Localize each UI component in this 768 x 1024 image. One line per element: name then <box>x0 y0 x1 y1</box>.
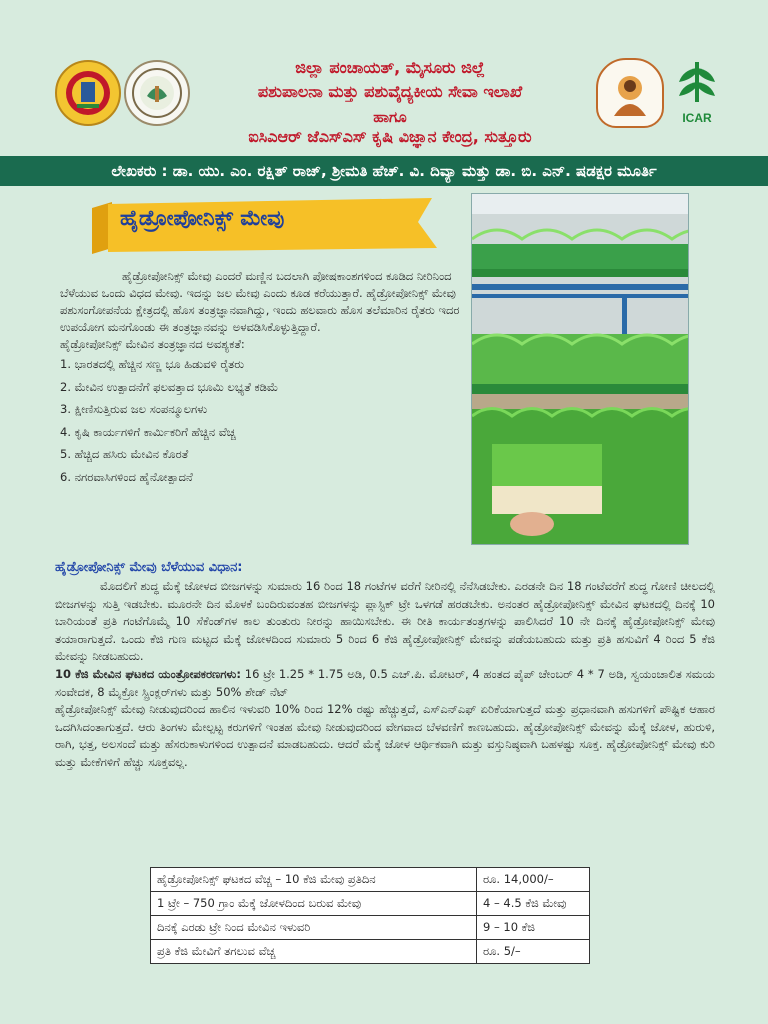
authors-band: ಲೇಖಕರು : ಡಾ. ಯು. ಎಂ. ರಕ್ಷಿತ್ ರಾಜ್, ಶ್ರೀಮತಿ ಹೆಚ್. ವಿ. ದಿವ್ಯಾ ಮತ್ತು ಡಾ. ಬಿ. ಎನ್. ಷಡಕ್ಷರ ಮೂರ್ತಿ <box>0 156 768 186</box>
intro-paragraph: ಹೈಡ್ರೋಪೋನಿಕ್ಸ್ ಮೇವು ಎಂದರೆ ಮಣ್ಣಿನ ಬದಲಾಗಿ ಪೋಷಕಾಂಶಗಳಿಂದ ಕೂಡಿದ ನೀರಿನಿಂದ ಬೆಳೆಯುವ ಒಂದು ವಿಧದ ಮೇವು. ಇದನ್ನು ಜಲ ಮೇವು ಎಂದು ಕೂಡ ಕರೆಯುತ್ತಾರೆ. ಹೈಡ್ರೋಪೋನಿಕ್ಸ್ ಮೇವು ಪಶುಸಂಗೋಪನೆಯ ಕ್ಷೇತ್ರದಲ್ಲಿ ಹೊಸ ತಂತ್ರಜ್ಞಾನವಾಗಿದ್ದು, ಇಂದು ಹಲವಾರು ಹೊಸ ತಲೆಮಾರಿನ ರೈತರು ಇದರ ಉಪಯೋಗ ಮನಗೊಂಡು ಈ ತಂತ್ರಜ್ಞಾನವನ್ನು ಅಳವಡಿಸಿಕೊಳ್ಳುತ್ತಿದ್ದಾರೆ. <box>60 269 460 334</box>
table-cell-label: 1 ಟ್ರೇ – 750 ಗ್ರಾಂ ಮೆಕ್ಕೆ ಜೋಳದಿಂದ ಬರುವ ಮೇವು <box>151 892 477 916</box>
list-item: 2. ಮೇವಿನ ಉತ್ಪಾದನೆಗೆ ಫಲವತ್ತಾದ ಭೂಮಿ ಲಭ್ಯತೆ ಕಡಿಮೆ <box>60 379 279 394</box>
cost-table <box>150 867 590 964</box>
table-cell-label: ಹೈಡ್ರೋಪೋನಿಕ್ಸ್ ಘಟಕದ ವೆಚ್ಚ – 10 ಕೆಜಿ ಮೇವು ಪ್ರತಿದಿನ <box>151 868 477 892</box>
icar-logo-text: ICAR <box>682 111 712 125</box>
table-cell-value: ರೂ. 14,000/– <box>477 868 590 892</box>
equipment-text: 16 ಟ್ರೇ 1.25 * 1.75 ಅಡಿ, 0.5 ಎಚ್.ಪಿ. ಮೋಟರ್, 4 ಹಂತದ ಪೈಪ್ ಚೇಂಬರ್ 4 * 7 ಅಡಿ, ಸ್ವಯಂಚಾಲಿತ ಸಮಯ ಸಂವೇದಕ, 8 ಮೈಕ್ರೋ ಸ್ಪ್ರಿಂಕ್ಲರ್‌ಗಳು ಮತ್ತು 50% ಶೇಡ್ ನೆಟ್ <box>55 666 715 699</box>
table-row <box>151 940 590 964</box>
intro-section <box>60 268 460 488</box>
equipment-paragraph <box>55 666 715 701</box>
method-section <box>55 578 715 772</box>
header-line-3: ಹಾಗೂ <box>373 108 407 126</box>
list-item: 6. ನಗರವಾಸಿಗಳಿಂದ ಹೈನೋತ್ಪಾದನೆ <box>60 469 193 484</box>
header-line-1: ಜಿಲ್ಲಾ ಪಂಚಾಯತ್, ಮೈಸೂರು ಜಿಲ್ಲೆ <box>295 58 485 77</box>
list-item: 1. ಭಾರತದಲ್ಲಿ ಹೆಚ್ಚಿನ ಸಣ್ಣ ಭೂ ಹಿಡುವಳಿ ರೈತರು <box>60 357 244 371</box>
equipment-label: 10 ಕೆಜಿ ಮೇವಿನ ಘಟಕದ ಯಂತ್ರೋಪಕರಣಗಳು: <box>55 666 241 681</box>
animal-husbandry-dept-icon <box>124 60 190 126</box>
jss-mahavidyapeetha-icon <box>596 58 664 128</box>
header-line-4: ಐಸಿಎಆರ್ ಜೆಎಸ್ಎಸ್ ಕೃಷಿ ವಿಜ್ಞಾನ ಕೇಂದ್ರ, ಸುತ್ತೂರು <box>248 127 532 146</box>
needs-title: ಹೈಡ್ರೋಪೋನಿಕ್ಸ್ ಮೇವಿನ ತಂತ್ರಜ್ಞಾನದ ಅವಶ್ಯಕತೆ: <box>60 337 245 351</box>
table-row <box>151 868 590 892</box>
header-line-2: ಪಶುಪಾಲನಾ ಮತ್ತು ಪಶುವೈದ್ಯಕೀಯ ಸೇವಾ ಇಲಾಖೆ <box>257 82 523 101</box>
page-title: ಹೈಡ್ರೋಪೋನಿಕ್ಸ್ ಮೇವು <box>120 206 285 230</box>
list-item: 5. ಹೆಚ್ಚಿದ ಹಸಿರು ಮೇವಿನ ಕೊರತೆ <box>60 447 189 461</box>
list-item: 4. ಕೃಷಿ ಕಾರ್ಯಗಳಿಗೆ ಕಾರ್ಮಿಕರಿಗೆ ಹೆಚ್ಚಿನ ವೆಚ್ಚ <box>60 424 236 439</box>
hydroponics-photo <box>471 193 689 545</box>
method-title: ಹೈಡ್ರೋಪೋನಿಕ್ಸ್ ಮೇವು ಬೆಳೆಯುವ ವಿಧಾನ: <box>55 560 243 575</box>
table-row <box>151 916 590 940</box>
table-cell-value: ರೂ. 5/– <box>477 940 590 964</box>
table-cell-value: 9 – 10 ಕೆಜಿ <box>477 916 590 940</box>
method-paragraph-1: ಮೊದಲಿಗೆ ಶುದ್ಧ ಮೆಕ್ಕೆ ಜೋಳದ ಬೀಜಗಳನ್ನು ಸುಮಾರು 16 ರಿಂದ 18 ಗಂಟೆಗಳ ವರೆಗೆ ನೀರಿನಲ್ಲಿ ನೆನೆಸಿಡಬೇಕು. ಎರಡನೇ ದಿನ 18 ಗಂಟೆವರೆಗೆ ಶುದ್ಧ ಗೋಣಿ ಚೀಲದಲ್ಲಿ ಬೀಜಗಳನ್ನು ಸುತ್ತಿ ಇಡಬೇಕು. ಮೂರನೇ ದಿನ ಮೊಳಕೆ ಬಂದಿರುವಂತಹ ಬೀಜಗಳನ್ನು ಪ್ಲಾಸ್ಟಿಕ್ ಟ್ರೇ ಒಳಗಡೆ ಹರಡಬೇಕು. ಅನಂತರ ಹೈಡ್ರೋಪೋನಿಕ್ಸ್ ಮೇವಿನ ಘಟಕದಲ್ಲಿ ದಿನಕ್ಕೆ 10 ಬಾರಿಯಂತೆ ಪ್ರತಿ ಗಂಟೆಗೊಮ್ಮೆ 10 ಸೆಕೆಂಡ್‌ಗಳ ಕಾಲ ತುಂತುರು ನೀರನ್ನು ಹಾಯಿಸಬೇಕು. ಈ ರೀತಿ ಕಾರ್ಯತಂತ್ರಗಳನ್ನು ಪಾಲಿಸಿದರೆ 10 ನೇ ದಿನಕ್ಕೆ ಹೈಡ್ರೋಪೋನಿಕ್ಸ್ ಮೇವು ತಯಾರಾಗುತ್ತದೆ. ಒಂದು ಕೆಜಿ ಗುಣ ಮಟ್ಟದ ಮೆಕ್ಕೆ ಜೋಳದಿಂದ ಸುಮಾರು 5 ರಿಂದ 6 ಕೆಜಿ ಹೈಡ್ರೋಪೋನಿಕ್ಸ್ ಮೇವನ್ನು ಪಡೆಯಬಹುದು ಮತ್ತು ಪ್ರತಿ ಹಸುವಿಗೆ 4 ರಿಂದ 5 ಕೆಜಿ ಮೇವನ್ನು ನೀಡಬಹುದು. <box>55 579 715 664</box>
table-cell-label: ಪ್ರತಿ ಕೆಜಿ ಮೇವಿಗೆ ತಗಲುವ ವೆಚ್ಚ <box>151 940 477 964</box>
needs-list <box>60 353 460 488</box>
karnataka-emblem-icon <box>55 60 121 126</box>
list-item: 3. ಕ್ಷೀಣಿಸುತ್ತಿರುವ ಜಲ ಸಂಪನ್ಮೂಲಗಳು <box>60 402 208 416</box>
table-cell-label: ದಿನಕ್ಕೆ ಎರಡು ಟ್ರೇ ನಿಂದ ಮೇವಿನ ಇಳುವರಿ <box>151 916 477 940</box>
icar-icon <box>664 56 730 126</box>
table-cell-value: 4 – 4.5 ಕೆಜಿ ಮೇವು <box>477 892 590 916</box>
header <box>0 0 768 155</box>
table-row <box>151 892 590 916</box>
method-paragraph-3: ಹೈಡ್ರೋಪೋನಿಕ್ಸ್ ಮೇವು ನೀಡುವುದರಿಂದ ಹಾಲಿನ ಇಳುವರಿ 10% ರಿಂದ 12% ರಷ್ಟು ಹೆಚ್ಚುತ್ತದೆ, ಎಸ್ಎನ್ಎಫ್ ಏರಿಕೆಯಾಗುತ್ತದೆ ಮತ್ತು ಪ್ರಧಾನವಾಗಿ ಹಸುಗಳಿಗೆ ಪೌಷ್ಟಿಕ ಆಹಾರ ಒದಗಿಸಿದಂತಾಗುತ್ತದೆ. ಆರು ತಿಂಗಳು ಮೇಲ್ಪಟ್ಟ ಕರುಗಳಿಗೆ ಇಂತಹ ಮೇವು ನೀಡುವುದರಿಂದ ವೇಗವಾದ ಬೆಳವಣಿಗೆ ಕಾಣಬಹುದು. ಹೈಡ್ರೋಪೋನಿಕ್ಸ್ ಮೇವನ್ನು ಮೆಕ್ಕೆ ಜೋಳ, ಹುರುಳಿ, ರಾಗಿ, ಭತ್ತ, ಅಲಸಂದೆ ಮತ್ತು ಹೆಸರುಕಾಳುಗಳಿಂದ ಉತ್ಪಾದನೆ ಮಾಡಬಹುದು. ಆದರೆ ಮೆಕ್ಕೆ ಜೋಳ ಆರ್ಥಿಕವಾಗಿ ಮತ್ತು ವಸ್ತುನಿಷ್ಠವಾಗಿ ಬಹಳಷ್ಟು ಸೂಕ್ತ. ಹೈಡ್ರೋಪೋನಿಕ್ಸ್ ಮೇವು ಕುರಿ ಮತ್ತು ಮೇಕೆಗಳಿಗೆ ಹೆಚ್ಚು ಸೂಕ್ತವಲ್ಲ. <box>55 702 715 769</box>
